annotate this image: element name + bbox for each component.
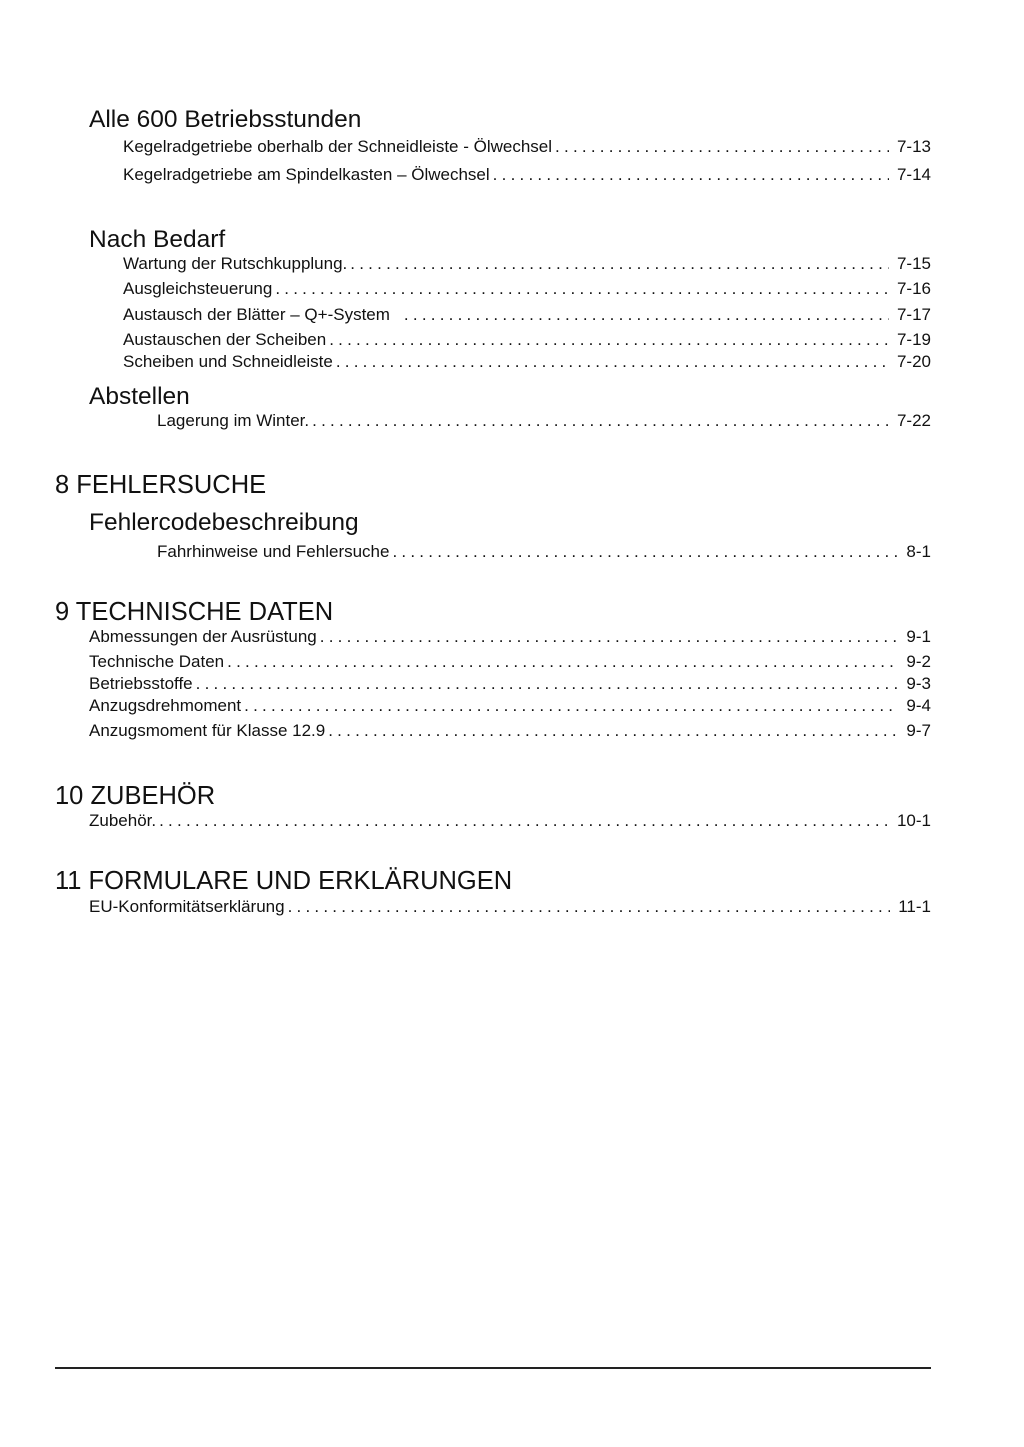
toc-entry[interactable] (89, 720, 931, 742)
toc-entry-label: Kegelradgetriebe oberhalb der Schneidleiste - Ölwechsel (123, 137, 553, 156)
footer-divider (55, 1367, 931, 1369)
dot-leader (329, 329, 889, 351)
toc-entry[interactable] (123, 253, 931, 275)
toc-entry-label: Anzugsdrehmoment (89, 696, 242, 715)
toc-entry-label: Ausgleichsteuerung (123, 279, 273, 298)
dot-leader (275, 278, 889, 300)
toc-entry-page: 7-13 (896, 137, 931, 156)
toc-entry[interactable] (89, 896, 931, 918)
toc-entry-page: 9-7 (906, 721, 931, 740)
dot-leader (244, 695, 898, 717)
toc-entry-label: Wartung der Rutschkupplung. (123, 254, 348, 273)
dot-leader (555, 136, 889, 158)
toc-entry-label: Austauschen der Scheiben (123, 330, 327, 349)
chapter-heading-11: 11 FORMULARE UND ERKLÄRUNGEN (55, 867, 513, 895)
toc-entry-label: EU-Konformitätserklärung (89, 897, 285, 916)
toc-entry-label: Anzugsmoment für Klasse 12.9 (89, 721, 326, 740)
section-heading-abstellen: Abstellen (89, 383, 190, 410)
toc-entry-page: 9-2 (906, 652, 931, 671)
dot-leader (328, 720, 898, 742)
dot-leader (336, 351, 889, 373)
dot-leader (312, 410, 889, 432)
toc-entry-label: Abmessungen der Ausrüstung (89, 627, 317, 646)
toc-entry[interactable] (123, 164, 931, 186)
toc-entry[interactable] (123, 304, 931, 326)
dot-leader (288, 896, 891, 918)
section-heading-fehlercode: Fehlercodebeschreibung (89, 509, 359, 536)
dot-leader (493, 164, 889, 186)
toc-entry-page: 7-20 (896, 352, 931, 371)
toc-entry-label: Kegelradgetriebe am Spindelkasten – Ölwechsel (123, 165, 490, 184)
dot-leader (350, 253, 889, 275)
toc-entry-page: 7-16 (896, 279, 931, 298)
toc-entry-page: 7-19 (896, 330, 931, 349)
dot-leader (404, 304, 889, 326)
toc-entry-page: 7-15 (896, 254, 931, 273)
toc-entry-label: Zubehör. (89, 811, 157, 830)
dot-leader (196, 673, 899, 695)
toc-entry-label: Austausch der Blätter – Q+-System (123, 305, 390, 324)
chapter-heading-8: 8 FEHLERSUCHE (55, 471, 267, 499)
toc-entry-label: Fahrhinweise und Fehlersuche (157, 542, 390, 561)
toc-entry-page: 9-1 (906, 627, 931, 646)
dot-leader (392, 541, 898, 563)
dot-leader (159, 810, 889, 832)
toc-entry[interactable] (89, 695, 931, 717)
dot-leader (227, 651, 898, 673)
toc-entry[interactable] (89, 673, 931, 695)
toc-entry[interactable] (89, 810, 931, 832)
toc-entry-label: Scheiben und Schneidleiste (123, 352, 333, 371)
toc-entry[interactable] (123, 136, 931, 158)
chapter-heading-9: 9 TECHNISCHE DATEN (55, 598, 334, 626)
toc-entry[interactable] (157, 541, 931, 563)
toc-entry-label: Lagerung im Winter. (157, 411, 310, 430)
toc-entry-page: 10-1 (896, 811, 931, 830)
toc-entry[interactable] (123, 278, 931, 300)
toc-entry-page: 9-4 (906, 696, 931, 715)
toc-entry[interactable] (89, 626, 931, 648)
chapter-heading-10: 10 ZUBEHÖR (55, 782, 216, 810)
section-heading-600h: Alle 600 Betriebsstunden (89, 106, 362, 133)
toc-entry-page: 7-17 (896, 305, 931, 324)
toc-entry-page: 7-22 (896, 411, 931, 430)
toc-entry[interactable] (123, 329, 931, 351)
toc-entry-page: 11-1 (898, 897, 931, 916)
toc-entry[interactable] (123, 351, 931, 373)
toc-entry-page: 7-14 (896, 165, 931, 184)
toc-entry-label: Betriebsstoffe (89, 674, 193, 693)
toc-entry[interactable] (89, 651, 931, 673)
dot-leader (320, 626, 899, 648)
toc-entry-page: 8-1 (906, 542, 931, 561)
toc-entry-label: Technische Daten (89, 652, 225, 671)
section-heading-nach-bedarf: Nach Bedarf (89, 226, 226, 253)
toc-entry-page: 9-3 (906, 674, 931, 693)
toc-entry[interactable] (157, 410, 931, 432)
